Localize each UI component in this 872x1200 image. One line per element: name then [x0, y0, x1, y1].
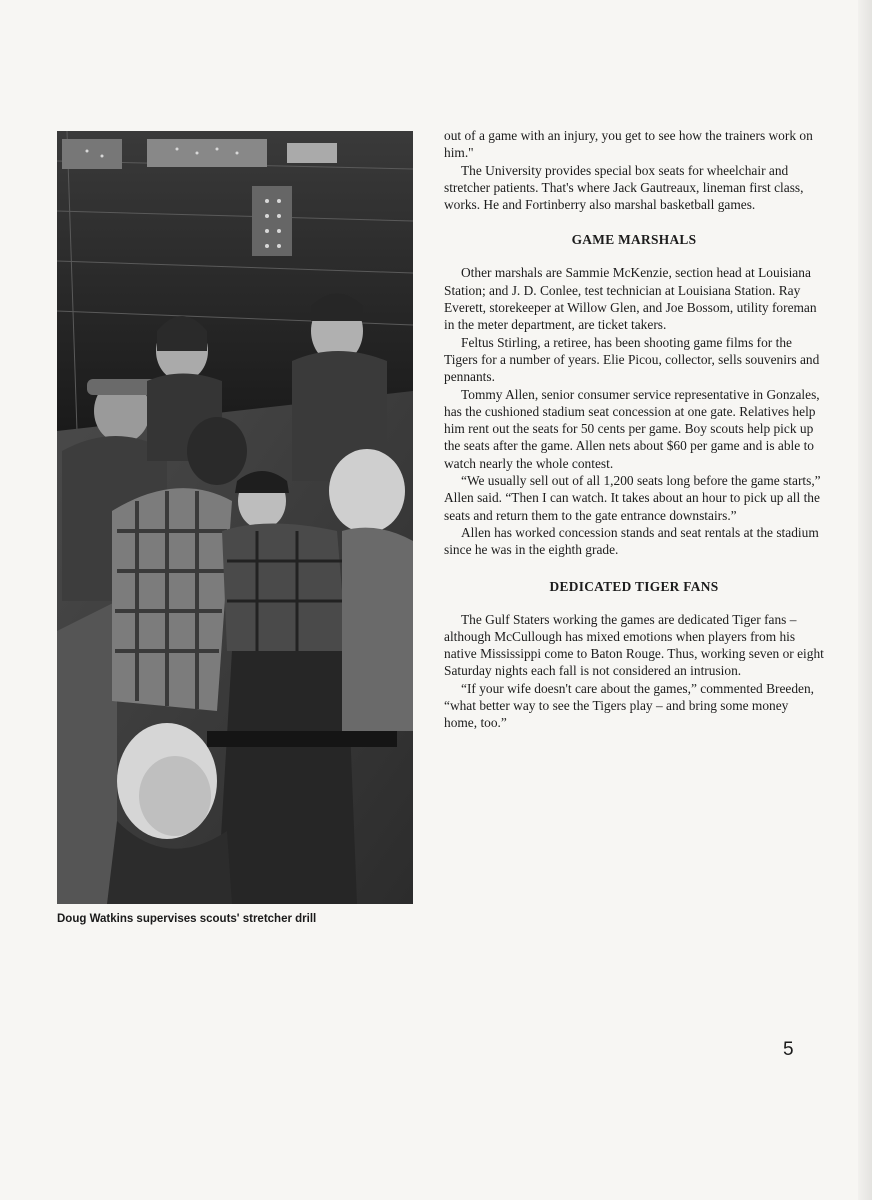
article-paragraph: out of a game with an injury, you get to see how the trainers work on him." [444, 128, 813, 161]
article-paragraph: Allen has worked concession stands and seat rentals at the stadium since he was in the eighth grade. [444, 524, 819, 558]
photo-illustration [57, 131, 413, 904]
section-heading-game-marshals: GAME MARSHALS [571, 232, 697, 248]
article-paragraph: Other marshals are Sammie McKenzie, section head at Louisiana Station; and J. D. Conlee, test technician at Louisiana Station. Ray Everett, storekeeper at Willow Glen, and Joe Bossom, utility foreman in the meter department, are ticket takers. [444, 265, 817, 333]
article-paragraph: “If your wife doesn't care about the games,” commented Breeden, “what better way to see the Tigers play – and bring some money home, too.” [444, 680, 815, 731]
page-edge-shadow [858, 0, 872, 1200]
article-column [444, 127, 824, 732]
stretcher-drill-photo [57, 131, 413, 904]
article-paragraph: “We usually sell out of all 1,200 seats long before the game starts,” Allen said. “Then I can watch. It takes about an hour to pick up all the seats and return them to the gate entrance downstairs.” [444, 473, 821, 523]
page-number: 5 [783, 1039, 794, 1060]
article-paragraph: Tommy Allen, senior consumer service representative in Gonzales, has the cushioned stadium seat concession at one gate. Relatives help him rent out the seats for 50 cents per game. Boy scouts help pick up the seats after the game. Allen nets about $60 per game and is able to watch nearly the whole contest. [444, 386, 820, 471]
article-paragraph: Feltus Stirling, a retiree, has been shooting game films for the Tigers for a number of years. Elie Picou, collector, sells souvenirs and pennants. [444, 334, 820, 385]
photo-caption: Doug Watkins supervises scouts' stretcher drill [57, 913, 317, 925]
section-heading-dedicated-tiger-fans: DEDICATED TIGER FANS [549, 578, 719, 594]
article-paragraph: The University provides special box seats for wheelchair and stretcher patients. That's where Jack Gautreaux, lineman first class, works. He and Fortinberry also marshal basketball games. [444, 162, 804, 213]
article-paragraph: The Gulf Staters working the games are dedicated Tiger fans – although McCullough has mixed emotions when players from his native Mississippi come to Baton Rouge. Thus, working seven or eight Saturday nights each fall is not considered an intrusion. [444, 611, 824, 679]
